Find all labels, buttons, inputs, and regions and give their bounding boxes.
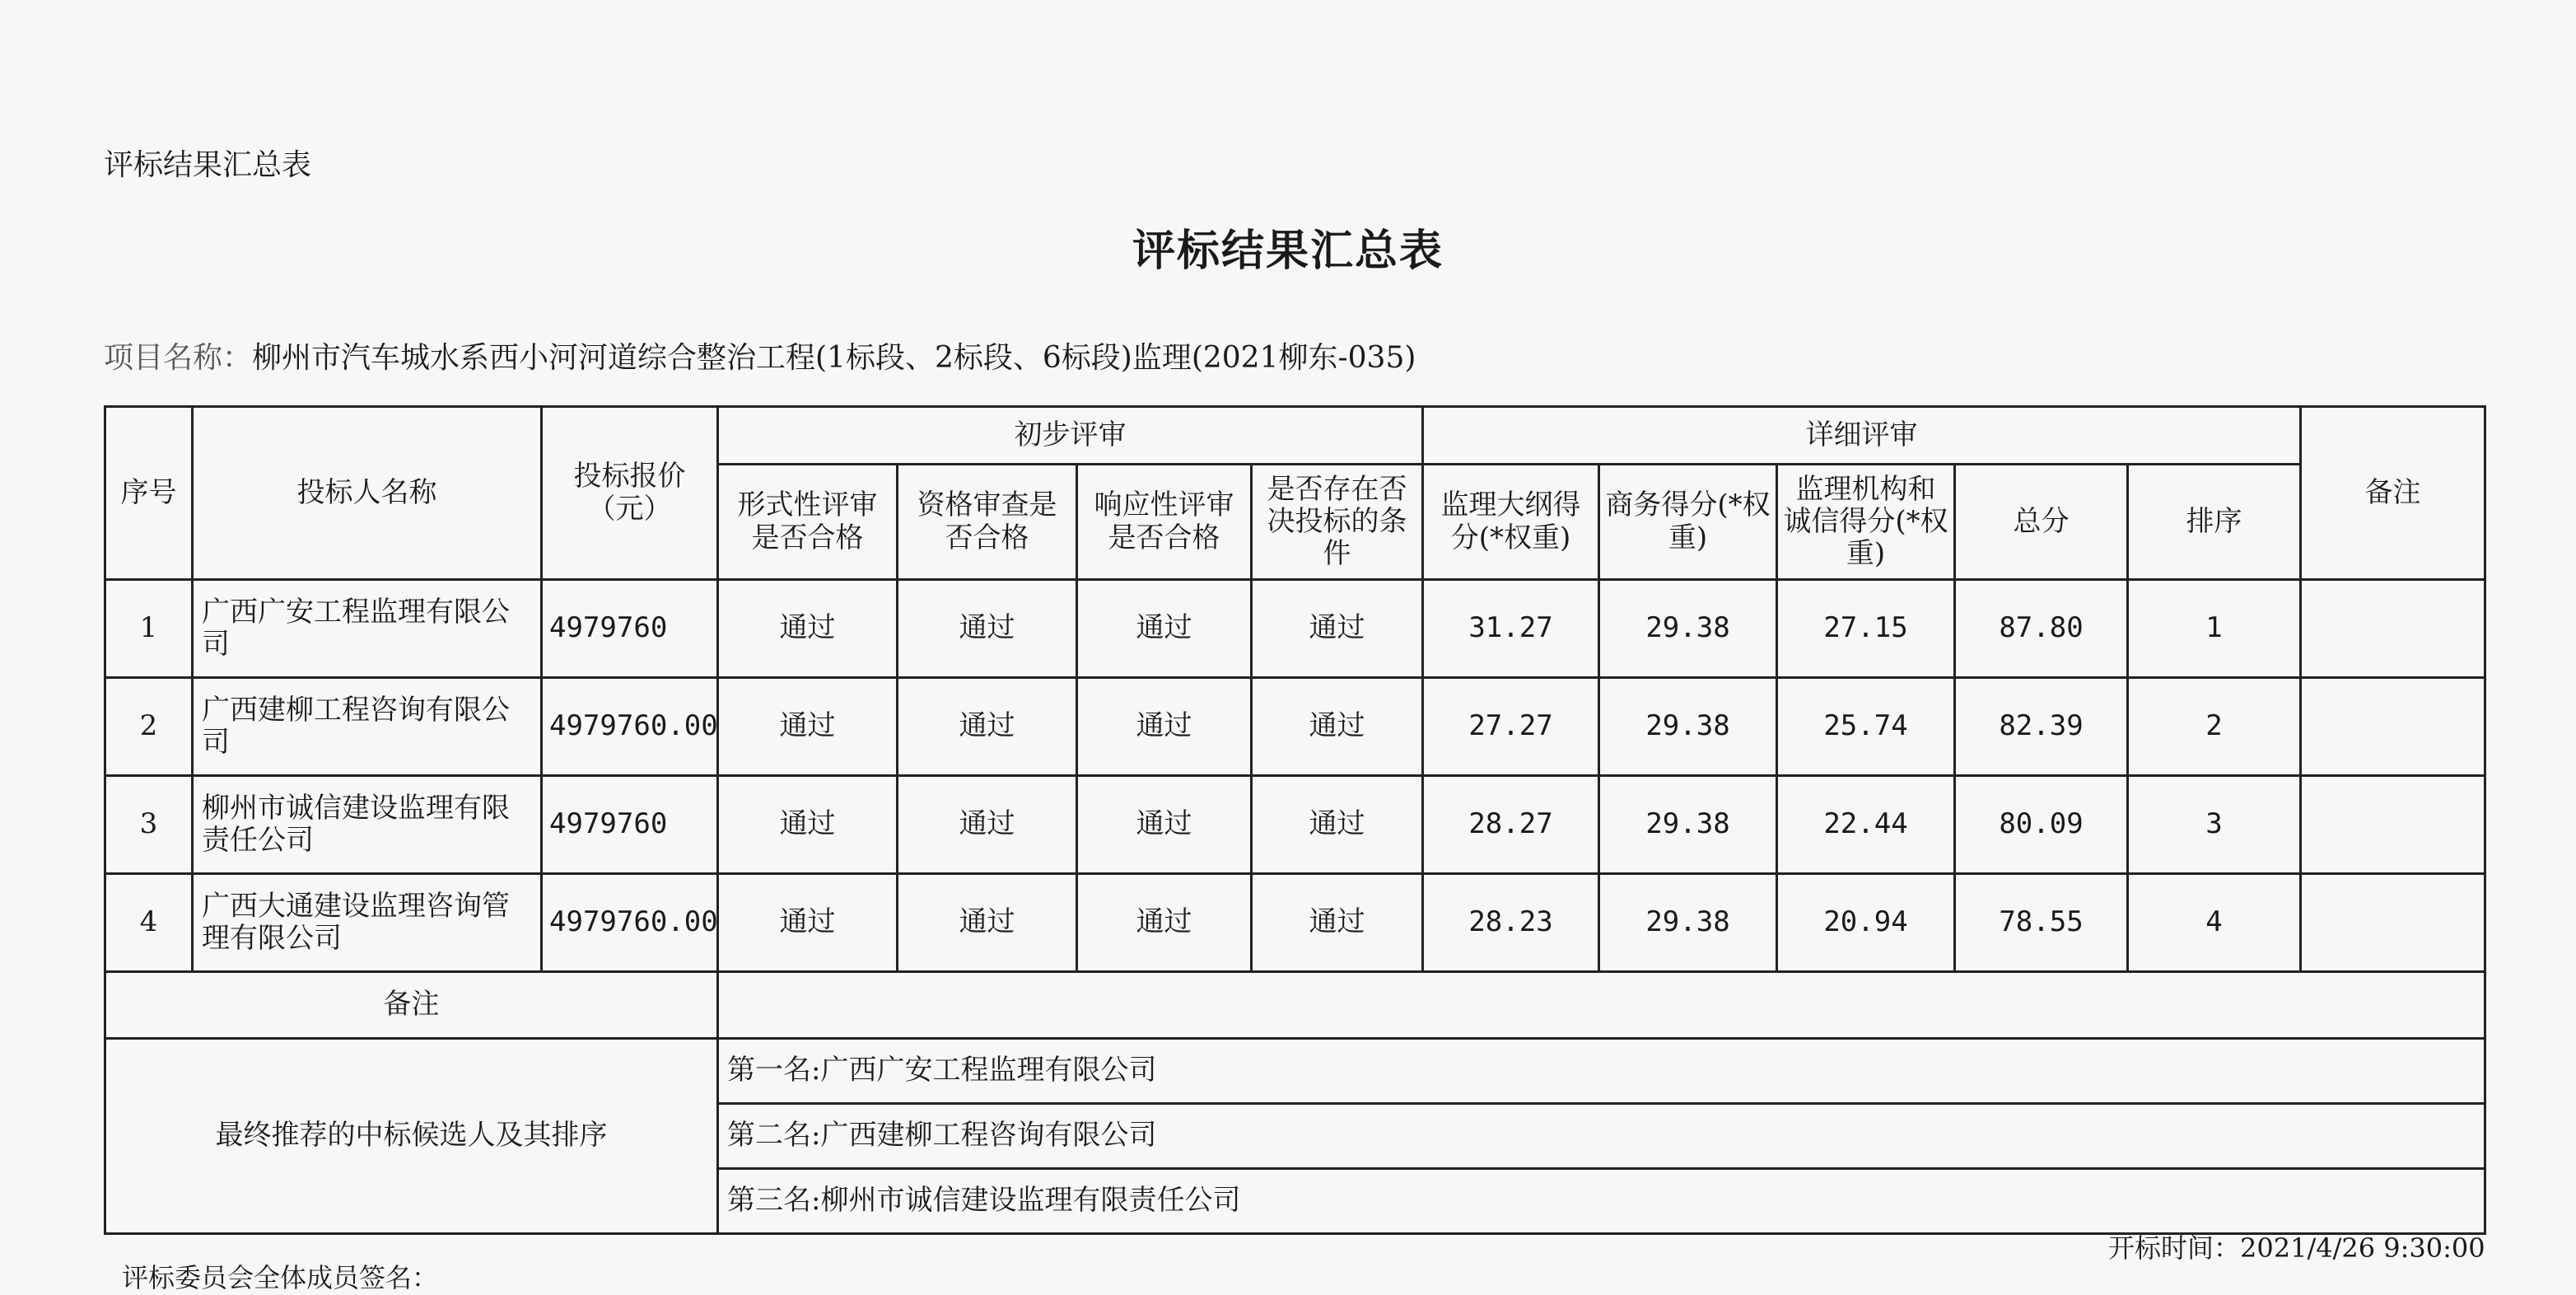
cell-business-score: 29.38	[1599, 678, 1777, 776]
cell-total-score: 82.39	[1955, 678, 2128, 776]
cell-total-score: 87.80	[1955, 580, 2128, 678]
header-form-review: 形式性评审是否合格	[718, 465, 898, 580]
cell-bidder-name: 柳州市诚信建设监理有限责任公司	[193, 776, 542, 874]
cell-form-review: 通过	[718, 580, 898, 678]
cell-bidder-name: 广西建柳工程咨询有限公司	[193, 678, 542, 776]
cell-rank: 4	[2128, 874, 2301, 972]
cell-credit-score: 20.94	[1777, 874, 1955, 972]
cell-rank: 1	[2128, 580, 2301, 678]
recommend-label: 最终推荐的中标候选人及其排序	[105, 1039, 718, 1234]
header-detail-group: 详细评审	[1423, 407, 2301, 465]
project-label: 项目名称：	[104, 341, 253, 375]
cell-qualification-review: 通过	[898, 580, 1077, 678]
table-row	[105, 580, 2485, 678]
page-title: 评标结果汇总表	[1132, 227, 1444, 276]
header-bidder: 投标人名称	[193, 407, 542, 580]
cell-bidder-name: 广西大通建设监理咨询管理有限公司	[193, 874, 542, 972]
header-price: 投标报价（元）	[542, 407, 718, 580]
cell-total-score: 80.09	[1955, 776, 2128, 874]
cell-outline-score: 27.27	[1423, 678, 1599, 776]
table-row	[105, 776, 2485, 874]
cell-qualification-review: 通过	[898, 776, 1077, 874]
cell-business-score: 29.38	[1599, 874, 1777, 972]
cell-rank: 3	[2128, 776, 2301, 874]
cell-credit-score: 27.15	[1777, 580, 1955, 678]
cell-form-review: 通过	[718, 678, 898, 776]
table-row	[105, 678, 2485, 776]
cell-outline-score: 28.23	[1423, 874, 1599, 972]
project-line	[104, 334, 1416, 376]
cell-seq: 4	[105, 874, 193, 972]
cell-credit-score: 25.74	[1777, 678, 1955, 776]
cell-remarks	[2301, 678, 2485, 776]
cell-outline-score: 31.27	[1423, 580, 1599, 678]
cell-price: 4979760.00	[542, 874, 718, 972]
cell-business-score: 29.38	[1599, 776, 1777, 874]
evaluation-table	[104, 405, 2486, 1235]
cell-bidder-name: 广西广安工程监理有限公司	[193, 580, 542, 678]
header-prelim-group: 初步评审	[718, 407, 1423, 465]
cell-rank: 2	[2128, 678, 2301, 776]
cell-rejection-condition: 通过	[1252, 580, 1423, 678]
cell-remarks	[2301, 580, 2485, 678]
cell-price: 4979760.00	[542, 678, 718, 776]
recommendation-third: 第三名:柳州市诚信建设监理有限责任公司	[718, 1169, 2485, 1234]
header-total-score: 总分	[1955, 465, 2128, 580]
header-business-score: 商务得分(*权重)	[1599, 465, 1777, 580]
cell-credit-score: 22.44	[1777, 776, 1955, 874]
cell-remarks	[2301, 874, 2485, 972]
cell-remarks	[2301, 776, 2485, 874]
recommendation-first: 第一名:广西广安工程监理有限公司	[718, 1039, 2485, 1104]
table-row	[105, 874, 2485, 972]
header-qualification-review: 资格审查是否合格	[898, 465, 1077, 580]
cell-response-review: 通过	[1077, 580, 1252, 678]
cell-form-review: 通过	[718, 874, 898, 972]
cell-outline-score: 28.27	[1423, 776, 1599, 874]
cell-response-review: 通过	[1077, 678, 1252, 776]
remarks-value	[718, 972, 2485, 1039]
committee-signature-label: 评标委员会全体成员签名：	[122, 1262, 439, 1293]
remarks-label: 备注	[105, 972, 718, 1039]
cell-qualification-review: 通过	[898, 874, 1077, 972]
cell-seq: 1	[105, 580, 193, 678]
header-outline-score: 监理大纲得分(*权重)	[1423, 465, 1599, 580]
cell-form-review: 通过	[718, 776, 898, 874]
document-header: 评标结果汇总表	[104, 148, 312, 182]
open-time: 开标时间：2021/4/26 9:30:00	[2108, 1232, 2485, 1264]
cell-seq: 2	[105, 678, 193, 776]
cell-business-score: 29.38	[1599, 580, 1777, 678]
header-rank: 排序	[2128, 465, 2301, 580]
cell-rejection-condition: 通过	[1252, 776, 1423, 874]
header-remarks: 备注	[2301, 407, 2485, 580]
cell-rejection-condition: 通过	[1252, 874, 1423, 972]
header-seq: 序号	[105, 407, 193, 580]
cell-response-review: 通过	[1077, 874, 1252, 972]
cell-total-score: 78.55	[1955, 874, 2128, 972]
cell-qualification-review: 通过	[898, 678, 1077, 776]
cell-price: 4979760	[542, 580, 718, 678]
recommendation-second: 第二名:广西建柳工程咨询有限公司	[718, 1104, 2485, 1169]
cell-seq: 3	[105, 776, 193, 874]
cell-response-review: 通过	[1077, 776, 1252, 874]
header-response-review: 响应性评审是否合格	[1077, 465, 1252, 580]
header-credit-score: 监理机构和诚信得分(*权重)	[1777, 465, 1955, 580]
header-rejection-condition: 是否存在否决投标的条件	[1252, 465, 1423, 580]
project-name: 柳州市汽车城水系西小河河道综合整治工程(1标段、2标段、6标段)监理(2021柳东-035)	[252, 341, 1416, 375]
cell-price: 4979760	[542, 776, 718, 874]
cell-rejection-condition: 通过	[1252, 678, 1423, 776]
